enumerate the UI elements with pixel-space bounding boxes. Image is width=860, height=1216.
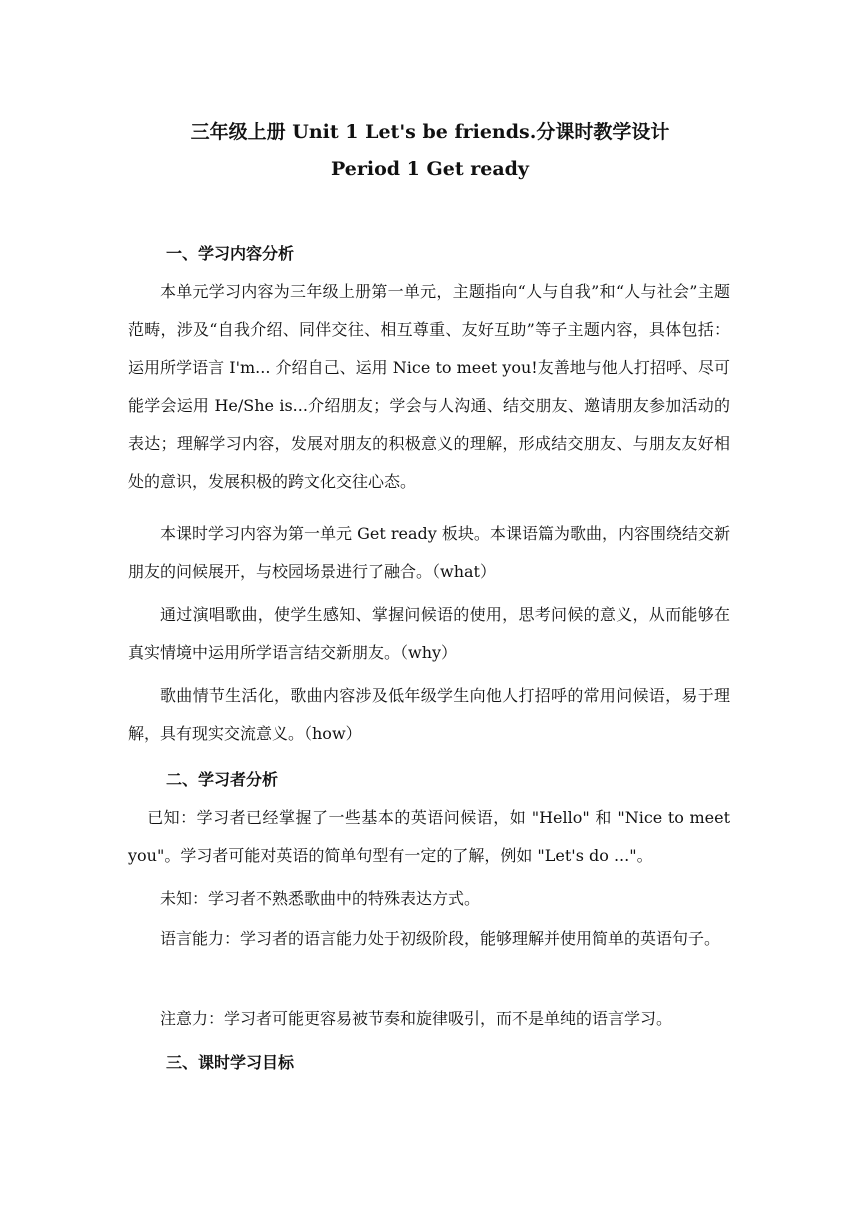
document-subtitle: Period 1 Get ready bbox=[331, 158, 529, 180]
section-heading-learner-analysis: 二、学习者分析 bbox=[166, 770, 279, 789]
paragraph-unknown: 未知：学习者不熟悉歌曲中的特殊表达方式。 bbox=[160, 889, 481, 908]
section-heading-learning-objectives: 三、课时学习目标 bbox=[166, 1053, 295, 1072]
paragraph-unit-overview: 本单元学习内容为三年级上册第一单元，主题指向“人与自我”和“人与社会”主题范畴，涉及“自我介绍、同伴交往、相互尊重、友好互助”等子主题内容，具体包括：运用所学语言 I'm... 介绍自己、运用 Nice to meet you!友善地与他人打招呼、尽可能学会运用 He/She is...介绍朋友；学会与人沟通、结交朋友、邀请朋友参加活动的表达；理解学习内容，发展对朋友的积极意义的理解，形成结交朋友、与朋友友好相处的意识，发展积极的跨文化交往心态。 bbox=[128, 282, 730, 491]
paragraph-lesson-how: 歌曲情节生活化，歌曲内容涉及低年级学生向他人打招呼的常用问候语，易于理解，具有现实交流意义。（how） bbox=[128, 686, 730, 743]
paragraph-known: 已知：学习者已经掌握了一些基本的英语问候语，如 "Hello" 和 "Nice to meet you"。学习者可能对英语的简单句型有一定的了解，例如 "Let's do ..."。 bbox=[128, 808, 730, 865]
paragraph-attention: 注意力：学习者可能更容易被节奏和旋律吸引，而不是单纯的语言学习。 bbox=[160, 1009, 673, 1028]
document-title: 三年级上册 Unit 1 Let's be friends.分课时教学设计 bbox=[190, 121, 670, 143]
paragraph-language-ability: 语言能力：学习者的语言能力处于初级阶段，能够理解并使用简单的英语句子。 bbox=[160, 929, 721, 948]
paragraph-lesson-why: 通过演唱歌曲，使学生感知、掌握问候语的使用，思考问候的意义，从而能够在真实情境中运用所学语言结交新朋友。（why） bbox=[128, 605, 730, 662]
paragraph-lesson-what: 本课时学习内容为第一单元 Get ready 板块。本课语篇为歌曲，内容围绕结交新朋友的问候展开，与校园场景进行了融合。（what） bbox=[128, 524, 730, 581]
section-heading-content-analysis: 一、学习内容分析 bbox=[166, 244, 295, 263]
